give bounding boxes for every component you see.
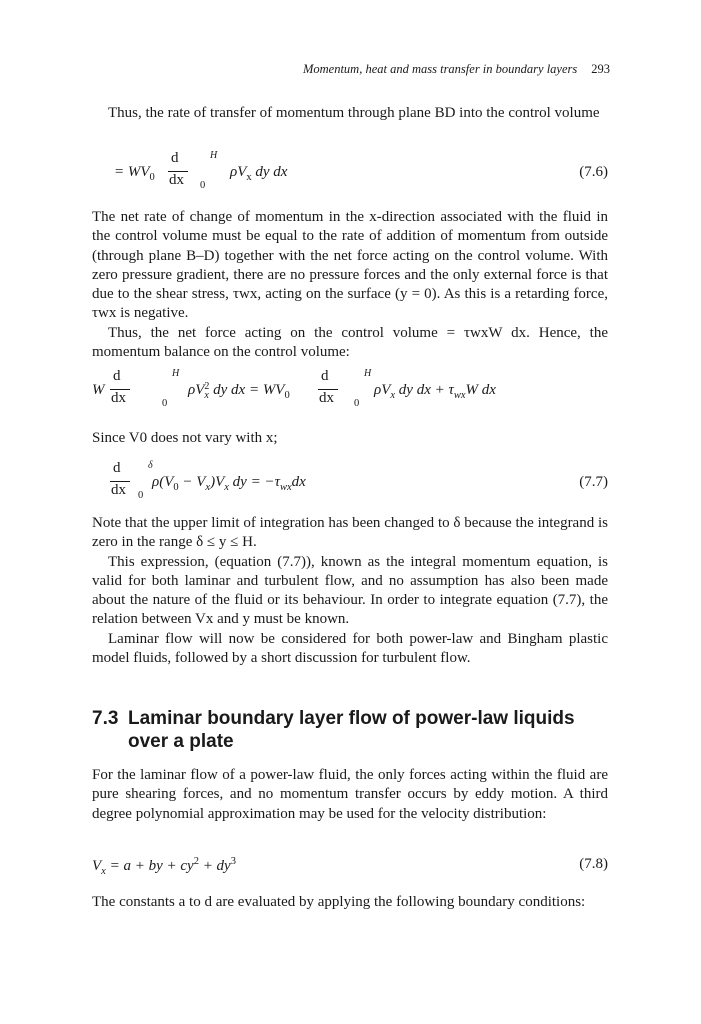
eqb-d-top-1: d (113, 368, 121, 384)
eq77-x-sub-1: x (205, 482, 211, 493)
para-8: For the laminar flow of a power-law fluid, the only forces acting within the fluid are pure shearing forces, and no momentum transfer occurs by eddy motion. A third degree polynomial approximation may be used for the velocity distribution: (92, 767, 608, 822)
eqb-x-sub-1: x (204, 390, 209, 401)
eq76-x-sub: x (246, 172, 252, 183)
eq76-rest: dy dx (251, 164, 288, 180)
para-5: Note that the upper limit of integration has been changed to δ because the integrand is zero in the range δ ≤ y ≤ H. (92, 515, 608, 551)
eqb-term2-rest: dy dx + τ (395, 382, 454, 398)
eq77-x-sub-2: x (224, 482, 229, 493)
eq77-mid2: )V (210, 474, 225, 490)
eq76-upper-limit: H (210, 150, 218, 161)
eq77-wx-sub: wx (279, 482, 292, 493)
eq77-lower-limit: 0 (138, 490, 144, 501)
eq78-x-sub: x (101, 866, 106, 877)
equation-7-6 (92, 150, 608, 210)
para-2: The net rate of change of momentum in the x-direction associated with the fluid in the control volume must be equal to the rate of addition of momentum from outside (through plane B–D) together with the net force acting on the control volume. With zero pressure gradient, there are no pressure forces and the only external force is that due to the shear stress, τwx, acting on the surface (y = 0). As this is a retarding force, τwx is negative. (92, 209, 608, 322)
para-1: Thus, the rate of transfer of momentum through plane BD into the control volume (108, 105, 600, 121)
section-heading (92, 707, 612, 753)
equation-momentum-balance (92, 368, 608, 428)
eq76-v0-sub: 0 (149, 172, 155, 183)
eqb-d-bottom-1: dx (111, 390, 126, 406)
eqb-v0-sub: 0 (284, 390, 290, 401)
eqb-term2: ρV (374, 382, 391, 398)
section-title-line2: over a plate (128, 731, 234, 752)
running-header (92, 62, 610, 77)
eq76-integrand: ρV (230, 164, 247, 180)
eq78-rhs2: + dy (198, 858, 231, 874)
eq77-d-top: d (113, 460, 121, 476)
eq76-lhs: = WV (114, 164, 150, 180)
eq77-expr: ρ(V (152, 474, 174, 490)
para-9: The constants a to d are evaluated by applying the following boundary conditions: (92, 894, 586, 910)
section-title-line1: Laminar boundary layer flow of power-law liquids (128, 708, 575, 729)
eq76-d-top: d (171, 150, 179, 166)
para-3: Thus, the net force acting on the control volume = τwxW dx. Hence, the momentum balance on the control volume: (92, 324, 608, 361)
paragraph-since (92, 429, 608, 448)
eq77-upper-limit: δ (148, 460, 153, 471)
eqb-sq: 2 (204, 381, 210, 392)
eqb-tail: W dx (465, 382, 496, 398)
eq77-mid: − V (178, 474, 206, 490)
eqb-lower-limit-1: 0 (162, 398, 168, 409)
paragraph-laminar-flow (92, 766, 608, 824)
eqb-d-bottom-2: dx (319, 390, 334, 406)
eq78-number: (7.8) (579, 856, 608, 872)
eqb-d-top-2: d (321, 368, 329, 384)
eqb-term1: ρV (188, 382, 205, 398)
paragraph-constants (92, 893, 608, 912)
eqb-term1-rest: dy dx = WV (209, 382, 285, 398)
eq77-end: dy = −τ (228, 474, 280, 490)
eq78-rhs1: = a + by + cy (105, 858, 194, 874)
eq77-d-bottom: dx (111, 482, 126, 498)
eq78-square: 2 (193, 856, 199, 867)
eq77-v0-sub: 0 (173, 482, 179, 493)
eq76-lower-limit: 0 (200, 180, 206, 191)
paragraph-note (92, 514, 608, 668)
paragraph-net-rate (92, 208, 608, 362)
equation-7-7 (92, 460, 608, 520)
eq78-lhs: V (92, 858, 102, 874)
para-4: Since V0 does not vary with x; (92, 430, 278, 446)
paragraph-momentum-transfer (92, 104, 608, 123)
page-number: 293 (591, 62, 610, 76)
eq77-number: (7.7) (579, 474, 608, 490)
eq76-number: (7.6) (579, 164, 608, 180)
para-6: This expression, (equation (7.7)), known as the integral momentum equation, is valid for both laminar and turbulent flow, and no assumption has also been made about the nature of the fluid or its behaviour. In order to integrate equation (7.7), the relation between Vx and y must be known. (92, 553, 608, 628)
eq77-tail: dx (291, 474, 306, 490)
eq78-cube: 3 (230, 856, 236, 867)
eqb-upper-limit-1: H (172, 368, 180, 379)
section-number: 7.3 (92, 708, 119, 729)
eqb-x-sub-2: x (390, 390, 396, 401)
eqb-lower-limit-2: 0 (354, 398, 360, 409)
eqb-w: W (92, 382, 105, 398)
equation-7-8 (92, 852, 608, 880)
eqb-upper-limit-2: H (364, 368, 372, 379)
eq76-d-bottom: dx (169, 172, 184, 188)
running-title: Momentum, heat and mass transfer in boundary layers (302, 62, 578, 76)
eqb-wx-sub: wx (453, 390, 466, 401)
para-7: Laminar flow will now be considered for both power-law and Bingham plastic model fluids, followed by a short discussion for turbulent flow. (92, 630, 608, 667)
